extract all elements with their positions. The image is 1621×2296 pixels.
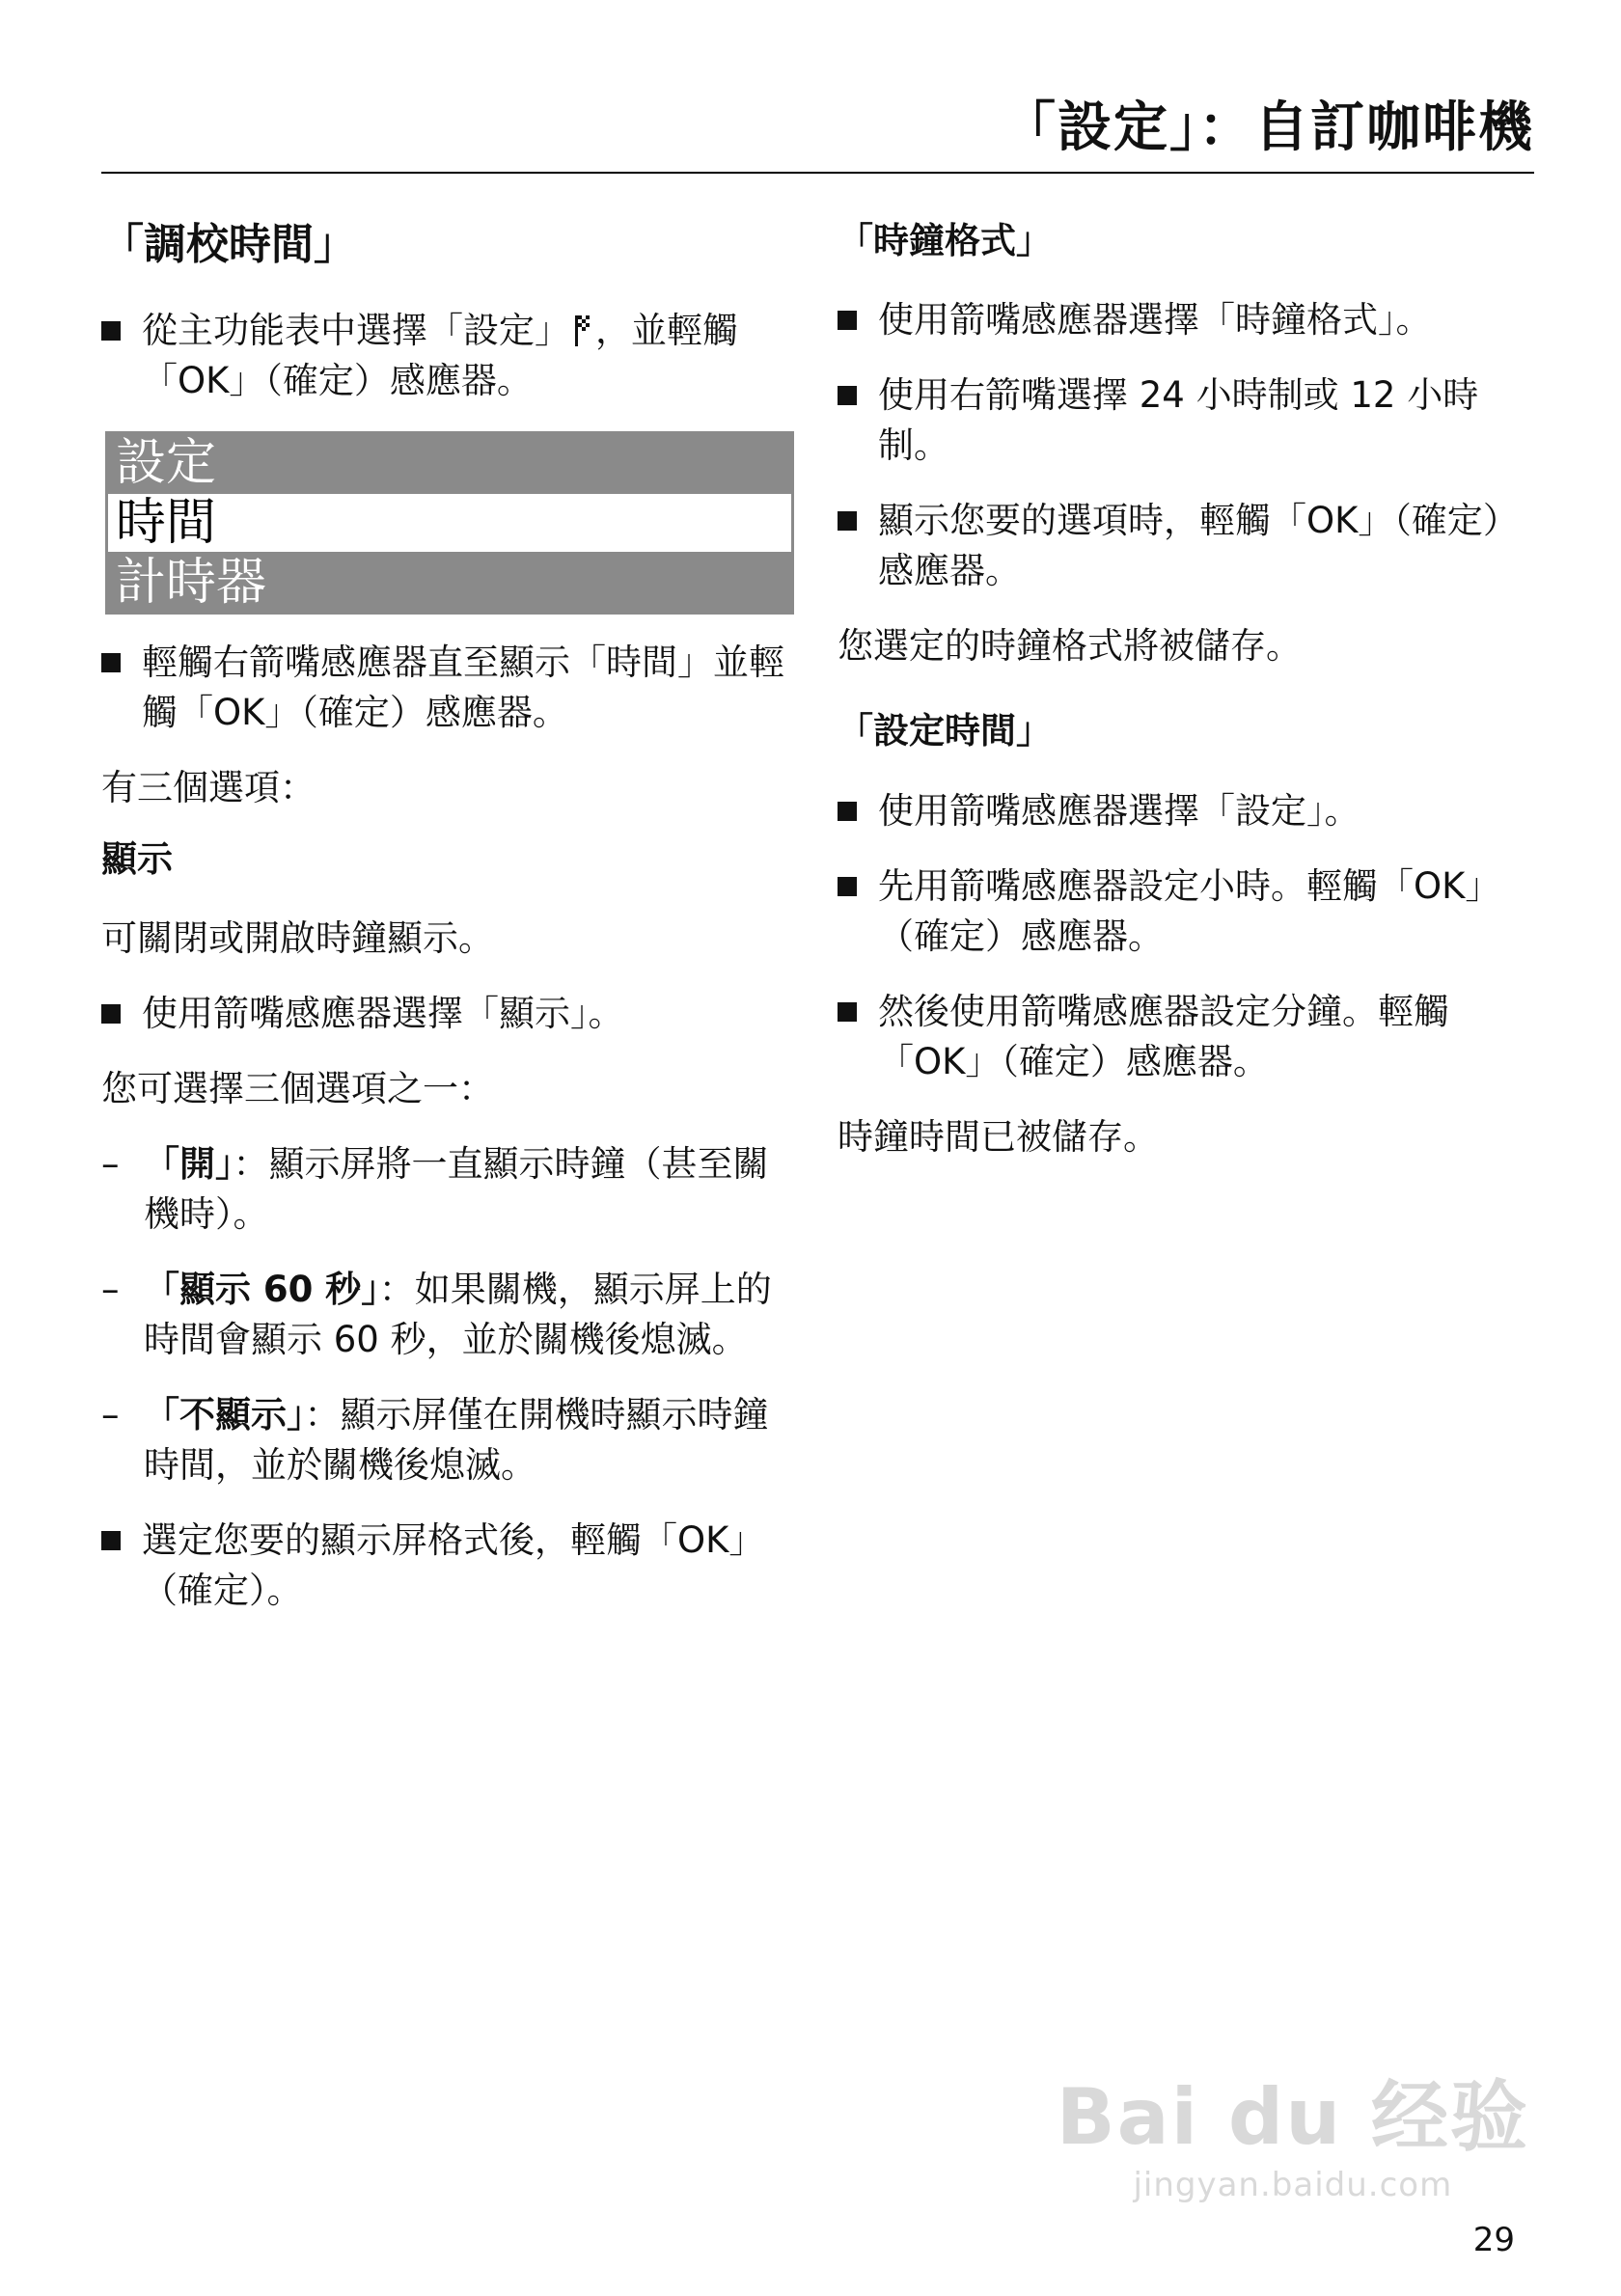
square-bullet-icon (101, 1531, 121, 1550)
settings-flag-icon (574, 314, 591, 348)
square-bullet-icon (838, 877, 857, 896)
display-menu-illustration (105, 431, 794, 615)
step-text-before: 從主功能表中選擇「設定」 (142, 309, 570, 351)
set-time-step (838, 987, 1534, 1087)
option-no-display (101, 1390, 791, 1490)
watermark-logo-text: Bai du 经验 (1056, 2072, 1529, 2162)
square-bullet-icon (101, 653, 121, 672)
dash-marker: – (101, 1269, 120, 1311)
step-select-display (101, 989, 791, 1039)
step-text: 先用箭嘴感應器設定小時。輕觸「OK」（確定）感應器。 (878, 864, 1501, 957)
option-text: ：顯示屏將一直顯示時鐘（甚至關機時）。 (144, 1143, 769, 1236)
format-step (838, 295, 1534, 345)
display-description: 可關閉或開啟時鐘顯示。 (101, 917, 494, 960)
header-divider (101, 172, 1534, 174)
subheading-clock-format: 「時鐘格式」 (838, 220, 1052, 261)
page-number: 29 (1472, 2221, 1515, 2259)
format-step (838, 496, 1534, 596)
option-text: ：如果關機，顯示屏上的時間會顯示 60 秒，並於關機後熄滅。 (144, 1269, 772, 1361)
set-time-step (838, 861, 1534, 962)
choose-intro: 您可選擇三個選項之一： (101, 1068, 494, 1110)
square-bullet-icon (838, 386, 857, 405)
format-saved-note: 您選定的時鐘格式將被儲存。 (838, 625, 1302, 668)
dash-marker: – (101, 1143, 120, 1186)
option-on (101, 1139, 791, 1240)
square-bullet-icon (838, 311, 857, 330)
option-display-60s (101, 1265, 791, 1365)
step-text: 使用箭嘴感應器選擇「顯示」。 (142, 993, 624, 1035)
format-step (838, 370, 1534, 471)
step-text: 使用箭嘴感應器選擇「時鐘格式」。 (878, 299, 1432, 342)
option-label: 「開」 (144, 1143, 234, 1186)
section-title-adjust-time: 「調校時間」 (101, 220, 356, 269)
dash-marker: – (101, 1394, 120, 1436)
square-bullet-icon (838, 511, 857, 531)
step-text: 選定您要的顯示屏格式後，輕觸「OK」（確定）。 (142, 1519, 765, 1612)
square-bullet-icon (101, 321, 121, 341)
left-column (101, 203, 791, 1641)
baidu-watermark (1057, 2055, 1529, 2204)
step-text: 使用右箭嘴選擇 24 小時制或 12 小時制。 (878, 374, 1479, 467)
set-time-step (838, 786, 1534, 836)
watermark-url: jingyan.baidu.com (1133, 2166, 1453, 2204)
step-text: 然後使用箭嘴感應器設定分鐘。輕觸「OK」（確定）感應器。 (878, 990, 1449, 1082)
subheading-display: 顯示 (101, 837, 173, 880)
square-bullet-icon (101, 1004, 121, 1024)
step-select-settings (101, 306, 791, 406)
step-confirm-display (101, 1516, 791, 1616)
option-text: ：顯示屏僅在開機時顯示時鐘時間，並於關機後熄滅。 (144, 1394, 769, 1487)
page-title: 「設定」：自訂咖啡機 (1002, 96, 1534, 159)
square-bullet-icon (838, 802, 857, 821)
step-text: 顯示您要的選項時，輕觸「OK」（確定）感應器。 (878, 500, 1519, 592)
square-bullet-icon (838, 1002, 857, 1022)
step-text-after: ，並輕觸「OK」（確定）感應器。 (142, 309, 738, 401)
time-saved-note: 時鐘時間已被儲存。 (838, 1115, 1159, 1158)
menu-item-settings: 設定 (108, 434, 791, 492)
menu-item-time-selected: 時間 (108, 492, 791, 554)
options-intro: 有三個選項： (101, 766, 316, 808)
option-label: 「顯示 60 秒」 (144, 1269, 379, 1311)
step-select-time (101, 638, 791, 738)
subheading-set-time: 「設定時間」 (838, 710, 1052, 752)
step-text: 輕觸右箭嘴感應器直至顯示「時間」並輕觸「OK」（確定）感應器。 (142, 641, 784, 733)
step-text: 使用箭嘴感應器選擇「設定」。 (878, 789, 1360, 832)
menu-item-timer: 計時器 (108, 554, 791, 612)
option-label: 「不顯示」 (144, 1394, 305, 1436)
right-column (838, 203, 1534, 1188)
